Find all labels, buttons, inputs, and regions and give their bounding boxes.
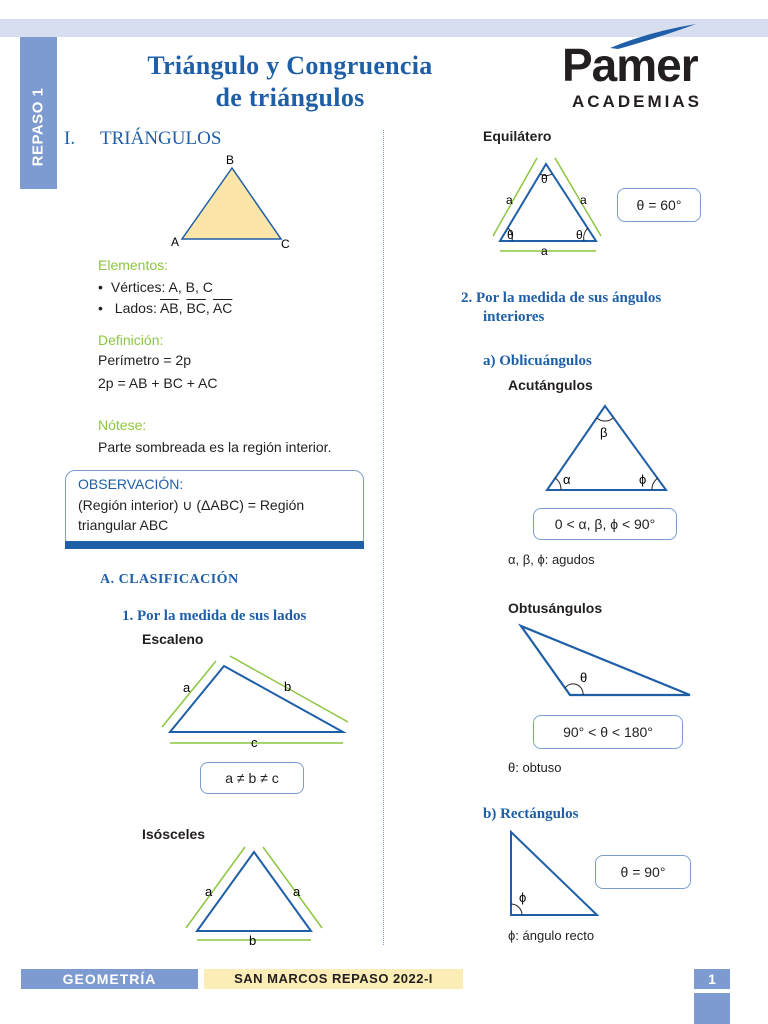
equilatero-right-arc	[584, 228, 588, 241]
vertices-text: Vértices: A, B, C	[110, 279, 213, 295]
isosceles-b-label: b	[249, 933, 257, 948]
vertex-c-label: C	[281, 237, 290, 250]
lados-item: • Lados: $\overline{AB}$, $\overline{BC}$, $\overline{AC}$	[98, 300, 232, 316]
lado-ab: $\overline{AB}$	[159, 300, 179, 316]
footer-page-tab	[694, 993, 730, 1024]
equilatero-theta-top: θ	[541, 172, 548, 186]
escaleno-figure	[150, 650, 360, 752]
oblicuangulos-heading: a) Oblicuángulos	[483, 353, 592, 369]
section-title: TRIÁNGULOS	[100, 128, 222, 149]
equilatero-a-left: a	[506, 193, 513, 207]
acutangulo-phi: ϕ	[639, 472, 647, 487]
escaleno-b-label: b	[284, 679, 292, 694]
observation-line-2: triangular ABC	[78, 517, 169, 533]
rectangulo-figure	[505, 828, 605, 920]
title-line-2: de triángulos	[215, 83, 365, 112]
acutangulo-alpha: α	[563, 472, 571, 487]
isosceles-label: Isósceles	[142, 826, 206, 842]
equilatero-relation-box	[617, 188, 701, 222]
vertices-item	[98, 279, 213, 295]
triangle-abc-shape	[182, 168, 281, 239]
section-number: I.	[64, 128, 76, 149]
observation-line-1: (Región interior) ∪ (ΔABC) = Región	[78, 497, 305, 513]
observation-bar	[65, 541, 364, 549]
side-tab-label: REPASO 1	[29, 87, 47, 167]
escaleno-c-label: c	[251, 735, 258, 750]
footer-subject: GEOMETRÍA	[21, 969, 198, 989]
isosceles-left-marker	[186, 847, 245, 928]
obtusangulo-theta: θ	[580, 670, 588, 685]
obtusangulos-label: Obtusángulos	[508, 600, 603, 616]
obtusangulo-figure	[515, 620, 695, 700]
title-line-1: Triángulo y Congruencia	[147, 51, 433, 80]
por-angulos-heading-1: 2. Por la medida de sus ángulos	[461, 290, 662, 306]
escaleno-a-label: a	[183, 680, 191, 695]
rectangulo-relation: θ = 90°	[620, 864, 666, 880]
equilatero-a-right: a	[580, 193, 587, 207]
acutangulo-relation-box	[533, 508, 677, 540]
isosceles-a-left: a	[205, 884, 213, 899]
equilatero-theta-left: θ	[507, 228, 514, 242]
isosceles-a-right: a	[293, 884, 301, 899]
equilatero-label: Equilátero	[483, 128, 552, 144]
notese-text: Parte sombreada es la región interior.	[98, 439, 332, 455]
acutangulo-top-arc	[597, 418, 613, 421]
clasificacion-heading: A. CLASIFICACIÓN	[100, 572, 239, 587]
isosceles-figure	[180, 844, 330, 948]
definicion-line-2: 2p = AB + BC + AC	[98, 375, 218, 391]
equilatero-relation: θ = 60°	[636, 197, 682, 213]
vertex-b-label: B	[226, 153, 235, 167]
notese-label: Nótese:	[98, 417, 147, 433]
por-angulos-heading-2: interiores	[483, 309, 545, 325]
equilatero-a-bottom: a	[541, 244, 548, 258]
equilatero-right-marker	[555, 158, 601, 236]
column-divider	[383, 130, 384, 945]
equilatero-theta-right: θ	[576, 228, 583, 242]
acutangulo-right-arc	[652, 478, 658, 490]
por-lados-heading: 1. Por la medida de sus lados	[122, 608, 307, 624]
logo-main: Pamer	[562, 39, 698, 91]
acutangulo-figure	[540, 400, 675, 495]
elementos-label: Elementos:	[98, 257, 169, 273]
lado-ac: $\overline{AC}$	[212, 300, 233, 316]
rectangulos-heading: b) Rectángulos	[483, 806, 579, 822]
vertex-a-label: A	[171, 235, 180, 249]
footer-exam: SAN MARCOS REPASO 2022-I	[204, 969, 463, 989]
escaleno-relation-box	[200, 762, 304, 794]
rectangulo-phi: ϕ	[519, 890, 527, 905]
equilatero-left-marker	[493, 158, 537, 236]
acutangulo-note: α, β, ϕ: agudos	[508, 552, 595, 567]
acutangulo-left-arc	[555, 478, 561, 490]
rectangulo-note: ϕ: ángulo recto	[508, 928, 595, 943]
obtusangulo-relation: 90° < θ < 180°	[563, 724, 653, 740]
definicion-line-1: Perímetro = 2p	[98, 352, 191, 368]
obtusangulo-note: θ: obtuso	[508, 760, 562, 775]
obtusangulo-relation-box	[533, 715, 683, 749]
rectangulo-arc	[511, 904, 522, 915]
page-title	[70, 50, 510, 114]
lado-bc: $\overline{BC}$	[186, 300, 206, 316]
lados-prefix: Lados:	[114, 300, 157, 316]
acutangulos-label: Acutángulos	[508, 377, 593, 393]
escaleno-label: Escaleno	[142, 631, 204, 647]
rectangulo-relation-box	[595, 855, 691, 889]
escaleno-shape	[170, 666, 343, 732]
logo-sub: ACADEMIAS	[572, 92, 702, 111]
footer-page-number: 1	[694, 969, 730, 989]
acutangulo-beta: β	[600, 425, 608, 440]
side-tab	[20, 37, 57, 189]
escaleno-relation: a ≠ b ≠ c	[225, 770, 279, 786]
triangle-abc-figure	[168, 150, 298, 250]
definicion-label: Definición:	[98, 332, 164, 348]
obtusangulo-shape	[521, 626, 690, 695]
acutangulo-relation: 0 < α, β, ϕ < 90°	[554, 516, 656, 532]
observation-label: OBSERVACIÓN:	[78, 476, 184, 492]
equilatero-figure	[490, 150, 610, 262]
